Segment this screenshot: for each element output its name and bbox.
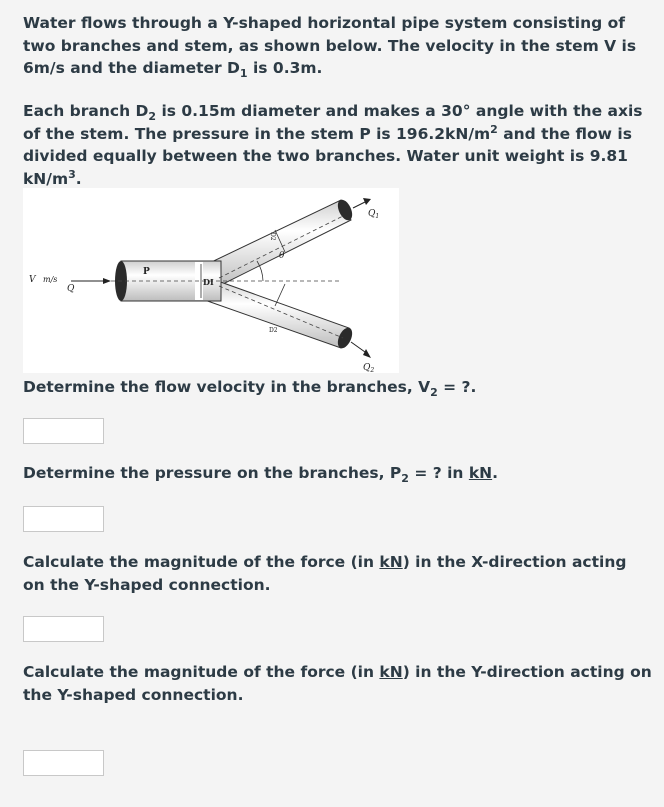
answer-input-2[interactable] <box>23 506 104 532</box>
question-text: = ?. <box>437 378 477 396</box>
y-pipe-figure <box>23 188 399 373</box>
subscript: 2 <box>401 472 409 486</box>
question-text: Calculate the magnitude of the force (in <box>23 663 380 681</box>
question-text: Determine the flow velocity in the branches, V <box>23 378 431 396</box>
q1-arrowhead <box>363 198 371 205</box>
question-text: ) in the Y-direction acting on the Y-shaped connection. <box>23 663 652 704</box>
problem-statement-1 <box>23 12 653 80</box>
answer-input-1[interactable] <box>23 418 104 444</box>
theta-label: θ <box>279 251 285 261</box>
d1-label: DI <box>203 277 214 287</box>
y-pipe-diagram <box>23 188 399 373</box>
unit-abbreviation: kN <box>379 663 403 681</box>
q1-arrow <box>353 202 365 208</box>
d2-top-label: D2 <box>269 232 276 241</box>
lower-branch-pipe <box>199 280 355 351</box>
question-2 <box>23 462 653 485</box>
statement-text: is 0.15m diameter and makes a 30° angle with the axis of the stem. The pressure in the stem P is 196.2kN/m <box>23 102 643 143</box>
question-text: Determine the pressure on the branches, P <box>23 464 402 482</box>
statement-text: . <box>75 169 82 188</box>
pressure-label: P <box>143 267 150 277</box>
statement-text: is 0.3m. <box>247 59 323 77</box>
problem-statement-2 <box>23 100 653 190</box>
upper-branch-pipe <box>199 197 355 288</box>
q2-arrow <box>351 342 365 352</box>
answer-input-3[interactable] <box>23 616 104 642</box>
inlet-arrowhead <box>103 278 111 284</box>
d2-bottom-label: D2 <box>269 327 278 334</box>
q-label: Q <box>67 284 75 294</box>
subscript: 2 <box>430 386 438 400</box>
superscript: 2 <box>490 122 498 136</box>
answer-input-4[interactable] <box>23 750 104 776</box>
subscript: 1 <box>239 67 248 81</box>
question-text: ) in the X-direction acting on the Y-shaped connection. <box>23 553 627 594</box>
question-3 <box>23 551 653 597</box>
question-text: Calculate the magnitude of the force (in <box>23 553 380 571</box>
unit-abbreviation: kN <box>468 464 493 482</box>
statement-text: Each branch D <box>23 102 149 120</box>
superscript: 3 <box>68 167 76 181</box>
d2-bottom-marker <box>275 284 285 306</box>
q1-label: $Q_1$ <box>368 209 380 220</box>
question-4 <box>23 661 653 707</box>
unit-abbreviation: kN <box>379 553 403 571</box>
question-1 <box>23 376 653 399</box>
q2-arrowhead <box>363 349 371 358</box>
statement-text: Water flows through a Y-shaped horizontal pipe system consisting of two branches and stem, as shown below. The velocity in the stem V is 6m/s and the diameter D <box>23 14 637 77</box>
velocity-unit-label: m/s <box>43 275 58 284</box>
question-text: . <box>492 464 499 482</box>
velocity-label: V <box>29 275 36 285</box>
q2-label: $Q_2$ <box>363 363 375 373</box>
statement-text: and the flow is divided equally between the two branches. Water unit weight is 9.81 kN/m <box>23 124 632 188</box>
question-text: = ? in <box>408 464 469 482</box>
subscript: 2 <box>148 110 157 124</box>
